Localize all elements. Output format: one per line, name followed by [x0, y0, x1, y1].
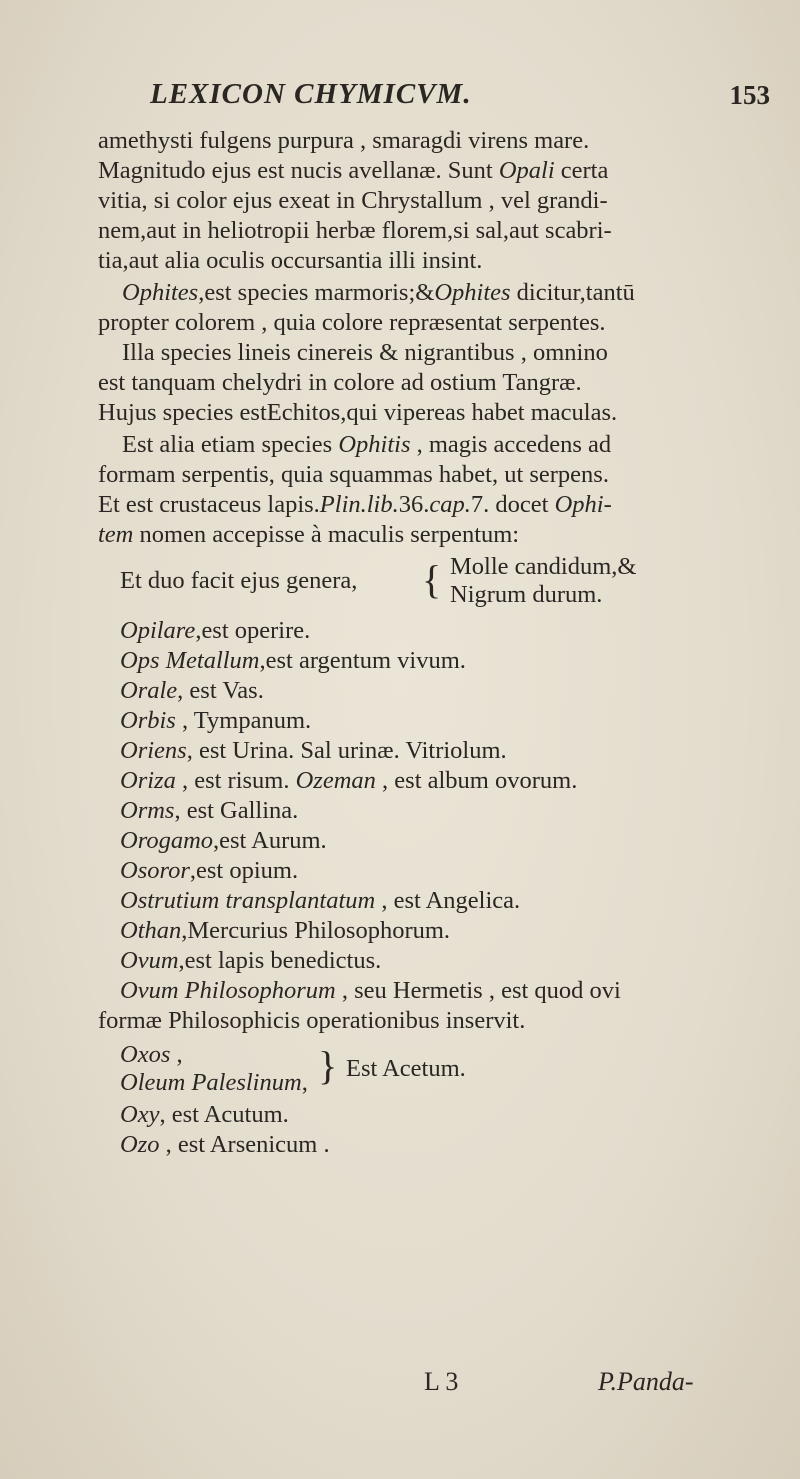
text-segment: Opilare [120, 617, 196, 644]
text-segment: ,est lapis benedictus. [178, 947, 382, 974]
text-line [98, 398, 617, 428]
text-segment: , est Vas. [177, 677, 264, 704]
text-segment: Ovum Philosophorum [120, 977, 336, 1004]
text-segment: Est Acetum. [346, 1055, 466, 1082]
text-segment: Orale [120, 677, 178, 704]
text-segment: , magis accedens ad [410, 431, 612, 458]
text-segment: vitia, si color ejus exeat in Chrystallum , vel grandi- [98, 187, 608, 214]
text-segment: Ovum [120, 947, 179, 974]
text-line [120, 1130, 330, 1160]
text-line [450, 552, 636, 582]
text-line [120, 766, 577, 796]
text-segment: Orogamo [120, 827, 214, 854]
text-segment: , est album ovorum. [375, 767, 578, 794]
text-line [98, 308, 606, 338]
text-line [120, 1068, 308, 1098]
brace-symbol: } [318, 1043, 338, 1088]
text-segment: Et duo facit ejus genera, [120, 567, 358, 594]
text-segment: ,est operire. [195, 617, 311, 644]
text-segment: Magnitudo ejus est nucis avellanæ. Sunt [98, 157, 499, 184]
text-segment: Oriens [120, 737, 187, 764]
page-footer [0, 1367, 800, 1401]
text-segment: ,est species marmoris;& [198, 279, 435, 306]
brace-symbol: { [422, 557, 442, 602]
text-segment: Molle candidum,& [450, 553, 637, 580]
text-line [450, 580, 602, 610]
text-segment: dicitur,tantū [510, 279, 635, 306]
text-line [120, 616, 310, 646]
text-line [98, 490, 612, 520]
text-line [98, 460, 609, 490]
text-segment: Nigrum durum. [450, 581, 603, 608]
text-line [120, 1040, 183, 1070]
text-line [122, 338, 608, 368]
text-segment: , est Acutum. [159, 1101, 289, 1128]
text-segment: Est alia etiam species [122, 431, 339, 458]
text-line [122, 278, 635, 308]
text-segment: , [301, 1069, 308, 1096]
running-header [150, 78, 790, 118]
text-segment: , est Arsenicum . [159, 1131, 330, 1158]
text-line [98, 246, 482, 276]
text-segment: , est Angelica. [375, 887, 521, 914]
text-segment: Illa species lineis cinereis & nigrantibus , omnino [122, 339, 608, 366]
text-line [98, 216, 612, 246]
text-segment: tem [98, 521, 134, 548]
text-segment: amethysti fulgens purpura , smaragdi virens mare. [98, 127, 590, 154]
text-segment: , est risum. [175, 767, 296, 794]
text-segment: Othan [120, 917, 182, 944]
text-segment: Hujus species estEchitos,qui vipereas habet maculas. [98, 399, 618, 426]
text-segment: Ophites [122, 279, 199, 306]
text-segment: Et est crustaceus lapis. [98, 491, 320, 518]
text-segment: ,Mercurius Philosophorum. [181, 917, 451, 944]
text-segment: 7. docet [470, 491, 555, 518]
text-segment: Opali [498, 157, 555, 184]
text-line [120, 736, 507, 766]
text-segment: Orbis [120, 707, 176, 734]
text-segment: nem,aut in heliotropii herbæ florem,si sal,aut scabri- [98, 217, 612, 244]
text-segment: Oriza [120, 767, 176, 794]
text-line [120, 916, 450, 946]
text-segment: nomen accepisse à maculis serpentum: [133, 521, 520, 548]
text-segment: Ops Metallum [120, 647, 260, 674]
text-line [346, 1054, 466, 1084]
text-segment: 36. [398, 491, 430, 518]
text-line [120, 946, 381, 976]
text-segment: , est Urina. Sal urinæ. Vitriolum. [186, 737, 507, 764]
text-line [98, 368, 582, 398]
text-segment: est tanquam chelydri in colore ad ostium Tangræ. [98, 369, 582, 396]
text-segment: certa [554, 157, 609, 184]
text-segment: Oxos [120, 1041, 171, 1068]
text-segment: , [170, 1041, 183, 1068]
text-line [120, 976, 621, 1006]
text-segment: Ozo [120, 1131, 160, 1158]
text-line [120, 796, 298, 826]
page-number: 153 [729, 80, 770, 110]
header-title: LEXICON CHYMICVM. [150, 78, 472, 110]
text-segment: formam serpentis, quia squammas habet, ut serpens. [98, 461, 609, 488]
text-line [120, 1100, 289, 1130]
text-segment: ,est Aurum. [213, 827, 327, 854]
text-segment: Ophitis [338, 431, 411, 458]
text-segment: ,est argentum vivum. [259, 647, 466, 674]
catchword: P.Panda- [598, 1367, 694, 1396]
text-segment: tia,aut alia oculis occursantia illi insint. [98, 247, 483, 274]
signature-mark: L 3 [424, 1367, 459, 1396]
text-segment: Ostrutium transplantatum [120, 887, 376, 914]
text-segment: Oxy [120, 1101, 160, 1128]
text-segment: , Tympanum. [175, 707, 312, 734]
text-segment: Plin.lib. [319, 491, 399, 518]
text-line [98, 156, 608, 186]
text-segment: , seu Hermetis , est quod ovi [335, 977, 621, 1004]
text-line [120, 856, 298, 886]
text-segment: cap. [429, 491, 471, 518]
text-line [98, 186, 608, 216]
text-segment: Ophi- [554, 491, 612, 518]
text-segment: , est Gallina. [174, 797, 299, 824]
text-segment: Ozeman [295, 767, 376, 794]
text-segment: propter colorem , quia colore repræsentat serpentes. [98, 309, 606, 336]
text-line [120, 706, 311, 736]
text-segment: Orms [120, 797, 175, 824]
text-segment: formæ Philosophicis operationibus inservit. [98, 1007, 526, 1034]
text-line [98, 1006, 525, 1036]
text-line [98, 126, 589, 156]
text-line [120, 646, 466, 676]
text-line [120, 676, 264, 706]
text-line [120, 826, 327, 856]
text-line [120, 566, 357, 596]
text-segment: Ophites [434, 279, 511, 306]
text-segment: Osoror [120, 857, 190, 884]
text-line [122, 430, 611, 460]
text-line [98, 520, 519, 550]
text-line [120, 886, 520, 916]
text-segment: Oleum Paleslinum [120, 1069, 302, 1096]
text-segment: ,est opium. [189, 857, 299, 884]
